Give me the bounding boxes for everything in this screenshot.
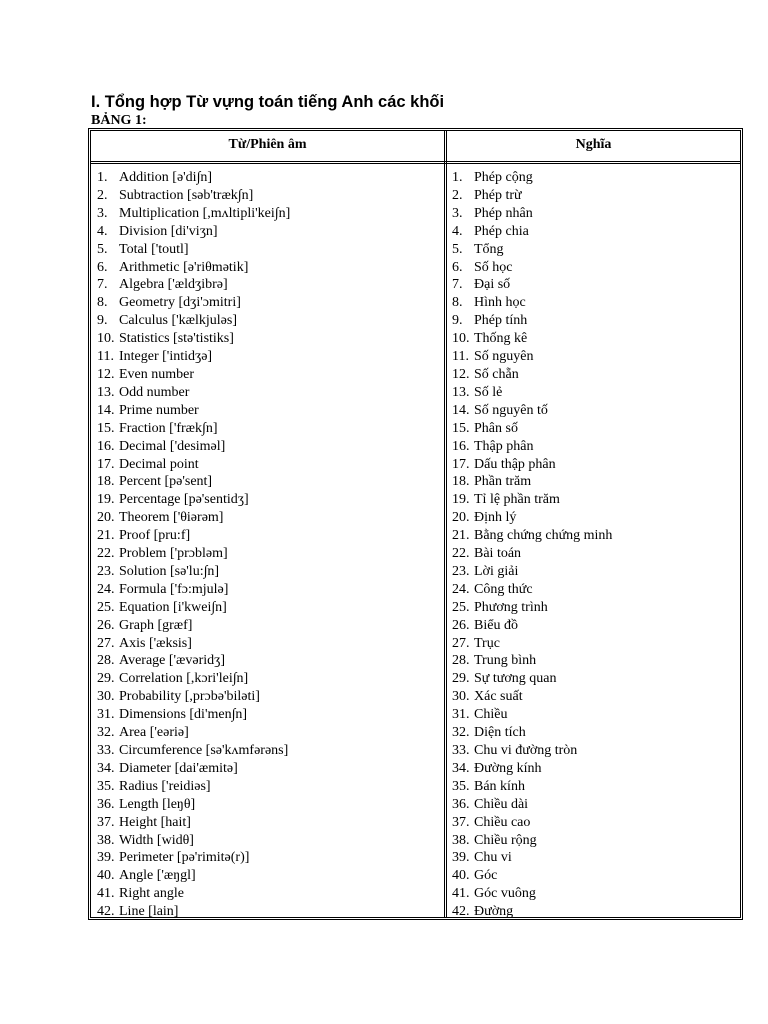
row-number: 7. <box>97 277 108 293</box>
meaning-text: Xác suất <box>474 689 523 705</box>
row-number: 16. <box>97 438 115 454</box>
word-row <box>97 312 442 330</box>
row-number: 41. <box>97 886 115 902</box>
word-row <box>97 760 442 778</box>
word-text: Geometry [dʒi'ɔmitri] <box>119 295 241 311</box>
word-text: Decimal ['desiməl] <box>119 438 226 454</box>
meaning-text: Dấu thập phân <box>474 456 556 472</box>
meaning-row <box>452 724 737 742</box>
table-label: BẢNG 1: <box>91 113 147 128</box>
word-row <box>97 563 442 581</box>
row-number: 20. <box>97 510 115 526</box>
meaning-row <box>452 599 737 617</box>
row-number: 14. <box>452 402 470 418</box>
meaning-text: Diện tích <box>474 725 526 741</box>
meaning-row <box>452 187 737 205</box>
row-number: 1. <box>97 170 108 185</box>
row-number: 22. <box>97 546 115 562</box>
word-text: Right angle <box>119 886 184 902</box>
meaning-text: Đại số <box>474 277 511 293</box>
meaning-row <box>452 420 737 438</box>
word-text: Algebra ['ældʒibrə] <box>119 277 228 293</box>
row-number: 26. <box>452 617 470 633</box>
meaning-row <box>452 205 737 223</box>
row-number: 34. <box>97 760 115 776</box>
word-text: Proof [pru:f] <box>119 528 191 544</box>
meaning-text: Bán kính <box>474 778 525 794</box>
row-number: 36. <box>452 796 470 812</box>
word-row <box>97 849 442 867</box>
meaning-text: Lời giải <box>474 563 519 579</box>
word-text: Problem ['prɔbləm] <box>119 546 228 562</box>
table-header-row <box>91 131 740 164</box>
row-number: 15. <box>452 420 470 436</box>
row-number: 37. <box>452 814 470 830</box>
row-number: 14. <box>97 402 115 418</box>
word-row <box>97 527 442 545</box>
row-number: 28. <box>452 653 470 669</box>
word-text: Multiplication [,mʌltipli'kei∫n] <box>119 205 291 221</box>
row-number: 18. <box>97 474 115 490</box>
row-number: 32. <box>97 725 115 741</box>
row-number: 16. <box>452 438 470 454</box>
meaning-text: Chiều <box>474 707 508 723</box>
meaning-row <box>452 688 737 706</box>
word-text: Average ['ævəridʒ] <box>119 653 226 669</box>
meaning-text: Trục <box>474 635 500 651</box>
meaning-text: Chiều rộng <box>474 832 537 848</box>
meaning-row <box>452 294 737 312</box>
meaning-text: Số chẵn <box>474 366 519 382</box>
meaning-text: Thống kê <box>474 331 528 347</box>
meaning-text: Chiều dài <box>474 796 529 812</box>
word-text: Prime number <box>119 402 199 418</box>
word-text: Arithmetic [ə'riθmətik] <box>119 259 249 275</box>
word-text: Length [leŋθ] <box>119 796 196 812</box>
word-row <box>97 241 442 259</box>
meaning-row <box>452 348 737 366</box>
row-number: 18. <box>452 474 470 490</box>
row-number: 32. <box>452 725 470 741</box>
row-number: 4. <box>97 223 108 239</box>
meaning-row <box>452 814 737 832</box>
meaning-text: Số nguyên <box>474 349 534 365</box>
meaning-row <box>452 169 737 187</box>
vocabulary-table <box>88 128 743 920</box>
meaning-row <box>452 384 737 402</box>
meaning-row <box>452 223 737 241</box>
word-row <box>97 742 442 760</box>
meaning-row <box>452 796 737 814</box>
word-text: Integer ['intidʒə] <box>119 349 213 365</box>
row-number: 27. <box>452 635 470 651</box>
word-row <box>97 509 442 527</box>
word-row <box>97 187 442 205</box>
meaning-text: Trung bình <box>474 653 537 669</box>
row-number: 17. <box>97 456 115 472</box>
row-number: 8. <box>97 295 108 311</box>
word-text: Equation [i'kwei∫n] <box>119 599 227 615</box>
word-row <box>97 778 442 796</box>
word-row <box>97 330 442 348</box>
meaning-row <box>452 563 737 581</box>
word-text: Even number <box>119 366 195 382</box>
word-text: Decimal point <box>119 456 199 472</box>
word-text: Theorem ['θiərəm] <box>119 510 224 526</box>
row-number: 38. <box>452 832 470 848</box>
meaning-row <box>452 402 737 420</box>
row-number: 19. <box>97 492 115 508</box>
row-number: 24. <box>97 581 115 597</box>
meaning-row <box>452 760 737 778</box>
word-row <box>97 885 442 903</box>
word-text: Diameter [dai'æmitə] <box>119 760 238 776</box>
row-number: 39. <box>452 850 470 866</box>
word-row <box>97 652 442 670</box>
meaning-row <box>452 330 737 348</box>
meaning-text: Phép chia <box>474 223 529 239</box>
row-number: 41. <box>452 886 470 902</box>
row-number: 25. <box>452 599 470 615</box>
word-row <box>97 366 442 384</box>
meaning-row <box>452 652 737 670</box>
word-text: Addition [ə'di∫n] <box>119 170 213 185</box>
meaning-row <box>452 635 737 653</box>
word-row <box>97 545 442 563</box>
meaning-text: Phần trăm <box>474 474 532 490</box>
meaning-text: Tỉ lệ phần trăm <box>474 492 560 508</box>
row-number: 21. <box>97 528 115 544</box>
row-number: 31. <box>97 707 115 723</box>
meaning-text: Đường <box>474 904 514 920</box>
row-number: 33. <box>97 743 115 758</box>
meaning-text: Chiều cao <box>474 814 531 830</box>
meaning-row <box>452 778 737 796</box>
row-number: 40. <box>452 868 470 884</box>
meaning-text: Góc <box>474 868 498 884</box>
word-row <box>97 402 442 420</box>
word-row <box>97 473 442 491</box>
word-row <box>97 491 442 509</box>
word-row <box>97 617 442 635</box>
meaning-row <box>452 670 737 688</box>
word-row <box>97 796 442 814</box>
row-number: 30. <box>97 689 115 705</box>
row-number: 35. <box>97 778 115 794</box>
word-row <box>97 599 442 617</box>
row-number: 13. <box>452 384 470 400</box>
row-number: 39. <box>97 850 115 866</box>
row-number: 30. <box>452 689 470 705</box>
meaning-row <box>452 366 737 384</box>
meaning-text: Số lẻ <box>474 384 503 400</box>
word-text: Correlation [,kɔri'lei∫n] <box>119 671 249 687</box>
row-number: 9. <box>97 313 108 329</box>
meaning-text: Phương trình <box>474 599 548 615</box>
word-text: Graph [græf] <box>119 617 193 633</box>
word-row <box>97 223 442 241</box>
row-number: 36. <box>97 796 115 812</box>
meaning-row <box>452 849 737 867</box>
row-number: 25. <box>97 599 115 615</box>
meaning-row <box>452 312 737 330</box>
word-text: Height [hait] <box>119 814 191 830</box>
word-row <box>97 276 442 294</box>
row-number: 20. <box>452 510 470 526</box>
word-row <box>97 205 442 223</box>
row-number: 15. <box>97 420 115 436</box>
word-row <box>97 670 442 688</box>
word-row <box>97 581 442 599</box>
word-row <box>97 438 442 456</box>
row-number: 28. <box>97 653 115 669</box>
row-number: 11. <box>452 349 469 365</box>
meaning-row <box>452 276 737 294</box>
row-number: 38. <box>97 832 115 848</box>
word-row <box>97 688 442 706</box>
word-text: Width [widθ] <box>119 832 194 848</box>
row-number: 11. <box>97 349 114 365</box>
word-row <box>97 832 442 850</box>
header-meaning: Nghĩa <box>575 137 612 152</box>
column-divider <box>444 131 447 917</box>
meaning-text: Sự tương quan <box>474 671 557 687</box>
row-number: 5. <box>97 241 108 257</box>
word-text: Dimensions [di'men∫n] <box>119 707 248 723</box>
meaning-row <box>452 706 737 724</box>
meaning-text: Hình học <box>474 295 526 311</box>
meaning-row <box>452 473 737 491</box>
meaning-text: Đường kính <box>474 760 542 776</box>
row-number: 35. <box>452 778 470 794</box>
meaning-row <box>452 456 737 474</box>
meaning-row <box>452 545 737 563</box>
word-text: Axis ['æksis] <box>119 635 192 651</box>
word-row <box>97 903 442 921</box>
row-number: 34. <box>452 760 470 776</box>
row-number: 26. <box>97 617 115 633</box>
row-number: 12. <box>97 366 115 382</box>
word-row <box>97 706 442 724</box>
word-row <box>97 814 442 832</box>
word-row <box>97 867 442 885</box>
word-text: Probability [,prɔbə'biləti] <box>119 689 260 705</box>
meaning-text: Chu vi đường tròn <box>474 743 578 758</box>
meaning-row <box>452 867 737 885</box>
row-number: 7. <box>452 277 463 293</box>
row-number: 21. <box>452 528 470 544</box>
meaning-row <box>452 581 737 599</box>
meaning-text: Phân số <box>474 420 518 436</box>
row-number: 3. <box>452 205 463 221</box>
row-number: 9. <box>452 313 463 329</box>
word-text: Percent [pə'sent] <box>119 474 213 490</box>
word-text: Solution [sə'lu:∫n] <box>119 563 220 579</box>
word-text: Percentage [pə'sentidʒ] <box>119 492 249 508</box>
row-number: 33. <box>452 743 470 758</box>
word-row <box>97 456 442 474</box>
word-row <box>97 294 442 312</box>
meaning-row <box>452 617 737 635</box>
word-text: Circumference [sə'kʌmfərəns] <box>119 743 289 758</box>
meaning-row <box>452 491 737 509</box>
meaning-row <box>452 509 737 527</box>
row-number: 6. <box>97 259 108 275</box>
word-text: Formula ['fɔ:mjulə] <box>119 581 229 597</box>
meaning-text: Phép tính <box>474 313 528 329</box>
row-number: 23. <box>452 563 470 579</box>
word-text: Line [lain] <box>119 904 179 920</box>
row-number: 42. <box>452 904 470 920</box>
meaning-row <box>452 903 737 921</box>
meaning-text: Bài toán <box>474 546 522 562</box>
meaning-text: Số nguyên tố <box>474 402 548 418</box>
meaning-text: Phép cộng <box>474 170 533 185</box>
word-text: Fraction ['fræk∫n] <box>119 420 218 436</box>
word-row <box>97 635 442 653</box>
meaning-text: Định lý <box>474 510 517 526</box>
row-number: 24. <box>452 581 470 597</box>
row-number: 13. <box>97 384 115 400</box>
row-number: 31. <box>452 707 470 723</box>
word-row <box>97 259 442 277</box>
meaning-text: Góc vuông <box>474 886 536 902</box>
header-word-phonetic: Từ/Phiên âm <box>228 137 307 152</box>
meaning-row <box>452 832 737 850</box>
word-text: Area ['eəriə] <box>119 725 189 741</box>
row-number: 10. <box>97 331 115 347</box>
meaning-row <box>452 259 737 277</box>
word-row <box>97 169 442 187</box>
word-text: Radius ['reidiəs] <box>119 778 211 794</box>
row-number: 23. <box>97 563 115 579</box>
row-number: 27. <box>97 635 115 651</box>
word-text: Subtraction [səb'træk∫n] <box>119 187 254 203</box>
row-number: 1. <box>452 170 463 185</box>
row-number: 8. <box>452 295 463 311</box>
row-number: 42. <box>97 904 115 920</box>
row-number: 37. <box>97 814 115 830</box>
word-row <box>97 384 442 402</box>
meaning-row <box>452 241 737 259</box>
row-number: 17. <box>452 456 470 472</box>
word-column <box>97 169 442 921</box>
meaning-text: Tổng <box>474 241 504 257</box>
row-number: 5. <box>452 241 463 257</box>
row-number: 19. <box>452 492 470 508</box>
row-number: 40. <box>97 868 115 884</box>
meaning-text: Bằng chứng chứng minh <box>474 528 613 544</box>
word-text: Odd number <box>119 384 190 400</box>
row-number: 2. <box>97 187 108 203</box>
meaning-text: Chu vi <box>474 850 512 866</box>
meaning-text: Thập phân <box>474 438 534 454</box>
word-text: Total ['toutl] <box>119 241 189 257</box>
word-row <box>97 420 442 438</box>
word-row <box>97 724 442 742</box>
row-number: 10. <box>452 331 470 347</box>
row-number: 4. <box>452 223 463 239</box>
row-number: 12. <box>452 366 470 382</box>
meaning-text: Phép nhân <box>474 205 533 221</box>
row-number: 29. <box>97 671 115 687</box>
word-text: Calculus ['kælkjuləs] <box>119 313 238 329</box>
meaning-row <box>452 527 737 545</box>
meaning-text: Phép trừ <box>474 187 522 203</box>
meaning-row <box>452 742 737 760</box>
meaning-text: Biểu đồ <box>474 617 518 633</box>
meaning-row <box>452 438 737 456</box>
meaning-row <box>452 885 737 903</box>
row-number: 2. <box>452 187 463 203</box>
word-text: Division [di'viʒn] <box>119 223 218 239</box>
meaning-text: Công thức <box>474 581 533 597</box>
word-text: Angle ['æŋgl] <box>119 868 196 884</box>
row-number: 3. <box>97 205 108 221</box>
word-text: Perimeter [pə'rimitə(r)] <box>119 850 250 866</box>
row-number: 22. <box>452 546 470 562</box>
word-row <box>97 348 442 366</box>
row-number: 29. <box>452 671 470 687</box>
page-heading: I. Tổng hợp Từ vựng toán tiếng Anh các khối <box>91 93 445 111</box>
word-text: Statistics [stə'tistiks] <box>119 331 234 347</box>
row-number: 6. <box>452 259 463 275</box>
meaning-text: Số học <box>474 259 513 275</box>
meaning-column <box>452 169 737 921</box>
